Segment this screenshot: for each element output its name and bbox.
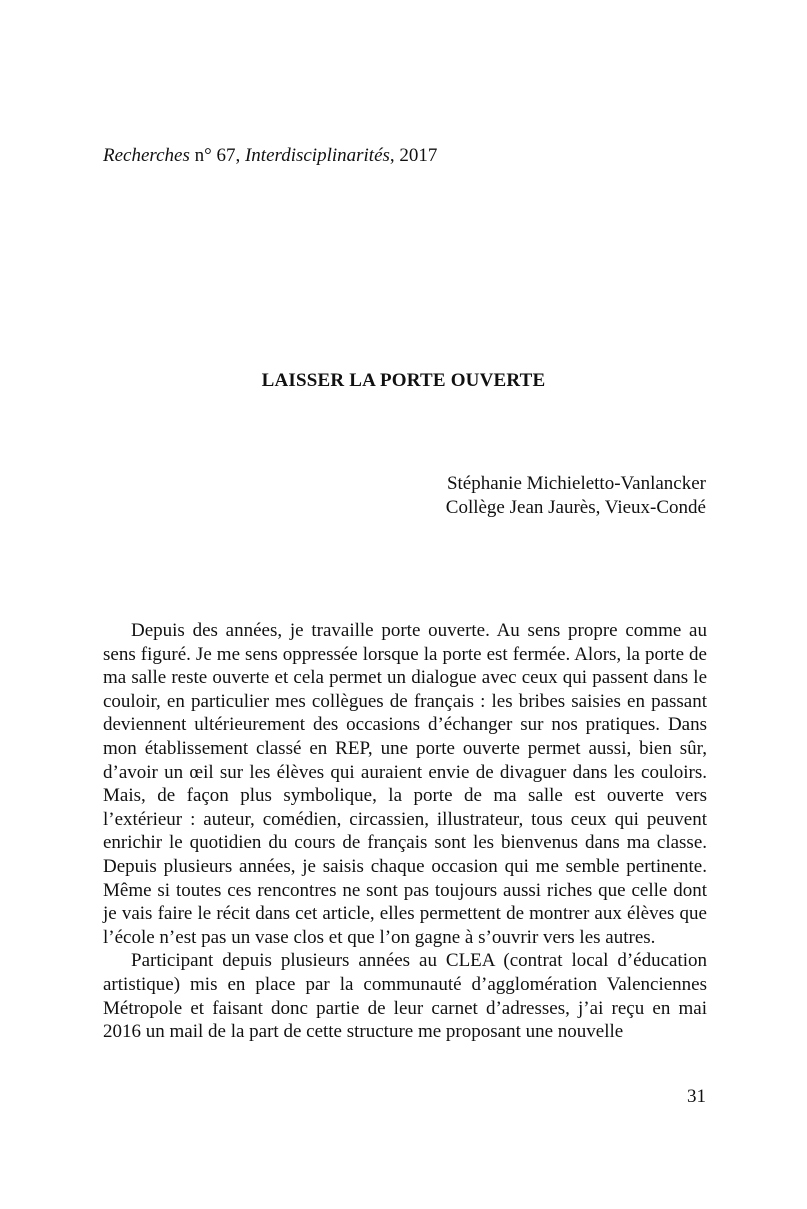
running-header	[103, 144, 437, 168]
author-affiliation: Collège Jean Jaurès, Vieux-Condé	[445, 497, 706, 518]
publication-year: , 2017	[389, 145, 438, 166]
issue-theme: Interdisciplinarités	[244, 145, 390, 166]
article-body	[103, 619, 707, 1044]
byline	[446, 472, 706, 520]
journal-name: Recherches	[103, 145, 190, 166]
issue-number: n° 67,	[189, 145, 245, 166]
author-name: Stéphanie Michieletto-Vanlancker	[446, 473, 706, 494]
page-number: 31	[687, 1086, 706, 1107]
article-title: LAISSER LA PORTE OUVERTE	[261, 370, 546, 391]
paragraph: Participant depuis plusieurs années au CLEA (contrat local d’éducation artistique) mis en place par la communauté d’agglomération Valenciennes Métropole et faisant donc partie de leur carnet d’adresses, j’ai reçu en mai 2016 un mail de la part de cette structure me proposant une nouvelle	[103, 950, 707, 1043]
paragraph: Depuis des années, je travaille porte ouverte. Au sens propre comme au sens figuré. Je me sens oppressée lorsque la porte est fermée. Alors, la porte de ma salle reste ouverte et cela permet un dialogue avec ceux qui passent dans le couloir, en particulier mes collègues de français : les bribes saisies en passant deviennent ultérieurement des occasions d’échanger sur nos pratiques. Dans mon établissement classé en REP, une porte ouverte permet aussi, bien sûr, d’avoir un œil sur les élèves qui auraient envie de divaguer dans les couloirs. Mais, de façon plus symbolique, la porte de ma salle est ouverte vers l’extérieur : auteur, comédien, circassien, illustrateur, tous ceux qui peuvent enrichir le quotidien du cours de français sont les bienvenus dans ma classe. Depuis plusieurs années, je saisis chaque occasion qui me semble pertinente. Même si toutes ces rencontres ne sont pas toujours aussi riches que celle dont je vais faire le récit dans cet article, elles permettent de montrer aux élèves que l’école n’est pas un vase clos et que l’on gagne à s’ouvrir vers les autres.	[103, 620, 707, 948]
